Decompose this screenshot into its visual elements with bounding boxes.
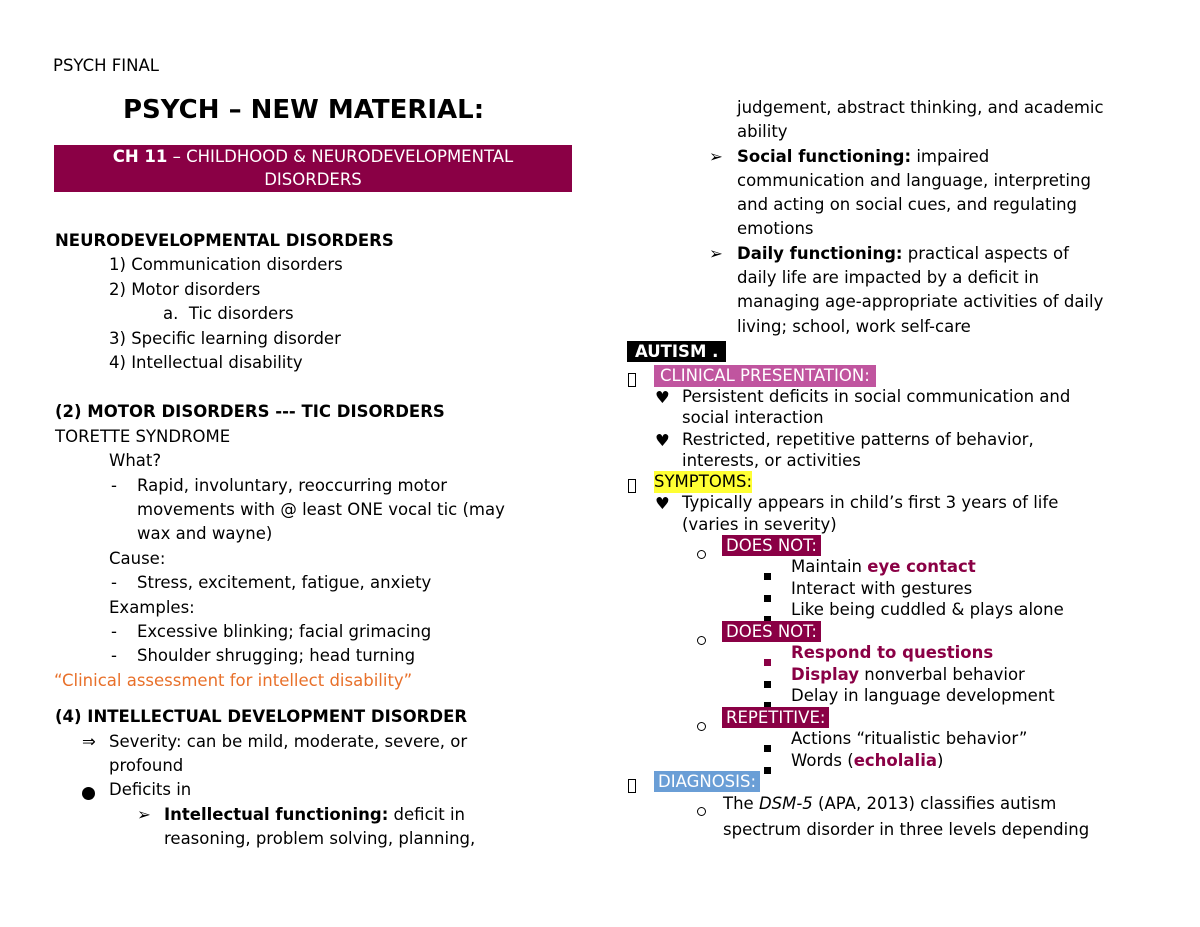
square-bullet-icon	[764, 563, 771, 587]
what-line: wax and wayne)	[137, 524, 273, 543]
clinical-item: Persistent deficits in social communication and	[682, 387, 1071, 406]
circle-bullet-icon	[697, 714, 706, 738]
circle-bullet-icon	[697, 628, 706, 652]
motor-heading: (2) MOTOR DISORDERS --- TIC DISORDERS	[55, 402, 445, 421]
missing-glyph-icon	[628, 476, 636, 500]
daily-line: living; school, work self-care	[737, 317, 971, 336]
heart-icon: ♥	[655, 388, 670, 407]
cause-label: Cause:	[109, 549, 166, 568]
does-not-label: DOES NOT:	[722, 621, 821, 642]
intellectual-line2: reasoning, problem solving, planning,	[164, 829, 476, 848]
does-not-label: DOES NOT:	[722, 535, 821, 556]
square-bullet-icon	[764, 757, 771, 781]
list-item: 1) Communication disorders	[109, 255, 343, 274]
clinical-presentation-label: CLINICAL PRESENTATION:	[654, 365, 876, 387]
diagnosis-label: DIAGNOSIS:	[654, 771, 760, 792]
neuro-heading: NEURODEVELOPMENTAL DISORDERS	[55, 231, 394, 250]
symptom-item: Like being cuddled & plays alone	[791, 600, 1064, 619]
daily-line: daily life are impacted by a deficit in	[737, 268, 1039, 287]
symptom-item: Display nonverbal behavior	[791, 665, 1025, 684]
dash-bullet: -	[111, 476, 117, 495]
intellectual-functioning: Intellectual functioning: deficit in	[164, 805, 465, 824]
social-line: and acting on social cues, and regulating	[737, 195, 1078, 214]
list-item: 2) Motor disorders	[109, 280, 261, 299]
symptom-item: Actions “ritualistic behavior”	[791, 729, 1028, 748]
what-label: What?	[109, 451, 162, 470]
examples-label: Examples:	[109, 598, 195, 617]
symptoms-line: (varies in severity)	[682, 515, 837, 534]
symptoms-label: SYMPTOMS:	[654, 472, 753, 491]
symptom-item: Respond to questions	[791, 643, 994, 662]
heart-icon: ♥	[655, 494, 670, 513]
clinical-item: social interaction	[682, 408, 824, 427]
diagnosis-line: spectrum disorder in three levels depending	[723, 820, 1090, 839]
missing-glyph-icon	[628, 776, 636, 800]
symptom-item: Interact with gestures	[791, 579, 973, 598]
what-line: movements with @ least ONE vocal tic (may	[137, 500, 505, 519]
circle-bullet-icon	[697, 542, 706, 566]
symptom-item: Words (echolalia)	[791, 751, 944, 770]
deficits-label: Deficits in	[109, 780, 192, 799]
chapter-banner	[54, 145, 572, 192]
symptoms-line: Typically appears in child’s first 3 years of life	[682, 493, 1059, 512]
clinical-item: interests, or activities	[682, 451, 861, 470]
example-item: Excessive blinking; facial grimacing	[137, 622, 432, 641]
chevron-icon: ➢	[709, 244, 723, 263]
severity-line: profound	[109, 756, 184, 775]
daily-line: managing age-appropriate activities of daily	[737, 292, 1104, 311]
page-title: PSYCH – NEW MATERIAL:	[123, 95, 485, 125]
chapter-number: CH 11	[112, 147, 168, 166]
example-item: Shoulder shrugging; head turning	[137, 646, 416, 665]
symptom-item: Delay in language development	[791, 686, 1055, 705]
chapter-title-line2: DISORDERS	[264, 170, 362, 189]
dash-bullet: -	[111, 646, 117, 665]
clinical-item: Restricted, repetitive patterns of behavior,	[682, 430, 1034, 449]
list-item: 4) Intellectual disability	[109, 353, 303, 372]
arrow-icon: ⇒	[82, 732, 96, 751]
social-line: emotions	[737, 219, 814, 238]
intellectual-heading: (4) INTELLECTUAL DEVELOPMENT DISORDER	[55, 707, 468, 726]
symptom-item: Maintain eye contact	[791, 557, 976, 576]
chevron-icon: ➢	[137, 805, 151, 824]
chevron-icon: ➢	[709, 147, 723, 166]
cont-line: judgement, abstract thinking, and academic	[737, 98, 1104, 117]
diagnosis-line: The DSM-5 (APA, 2013) classifies autism	[723, 794, 1057, 813]
cont-line: ability	[737, 122, 788, 141]
repetitive-label: REPETITIVE:	[722, 707, 829, 728]
social-functioning: Social functioning: impaired	[737, 147, 990, 166]
cause-text: Stress, excitement, fatigue, anxiety	[137, 573, 432, 592]
chapter-title: – CHILDHOOD & NEURODEVELOPMENTAL	[167, 147, 514, 166]
list-item: a. Tic disorders	[163, 304, 294, 323]
daily-functioning: Daily functioning: practical aspects of	[737, 244, 1069, 263]
heart-icon: ♥	[655, 431, 670, 450]
clinical-quote: “Clinical assessment for intellect disability”	[54, 671, 413, 690]
dash-bullet: -	[111, 622, 117, 641]
torette-heading: TORETTE SYNDROME	[55, 427, 231, 446]
square-bullet-icon	[764, 649, 771, 673]
what-line: Rapid, involuntary, reoccurring motor	[137, 476, 448, 495]
filled-bullet-icon	[82, 783, 95, 807]
dash-bullet: -	[111, 573, 117, 592]
square-bullet-icon	[764, 735, 771, 759]
missing-glyph-icon	[628, 370, 636, 394]
list-item: 3) Specific learning disorder	[109, 329, 341, 348]
social-line: communication and language, interpreting	[737, 171, 1091, 190]
autism-heading: AUTISM .	[627, 341, 726, 362]
circle-bullet-icon	[697, 799, 706, 823]
severity-line: Severity: can be mild, moderate, severe, or	[109, 732, 468, 751]
doc-label: PSYCH FINAL	[53, 56, 159, 75]
